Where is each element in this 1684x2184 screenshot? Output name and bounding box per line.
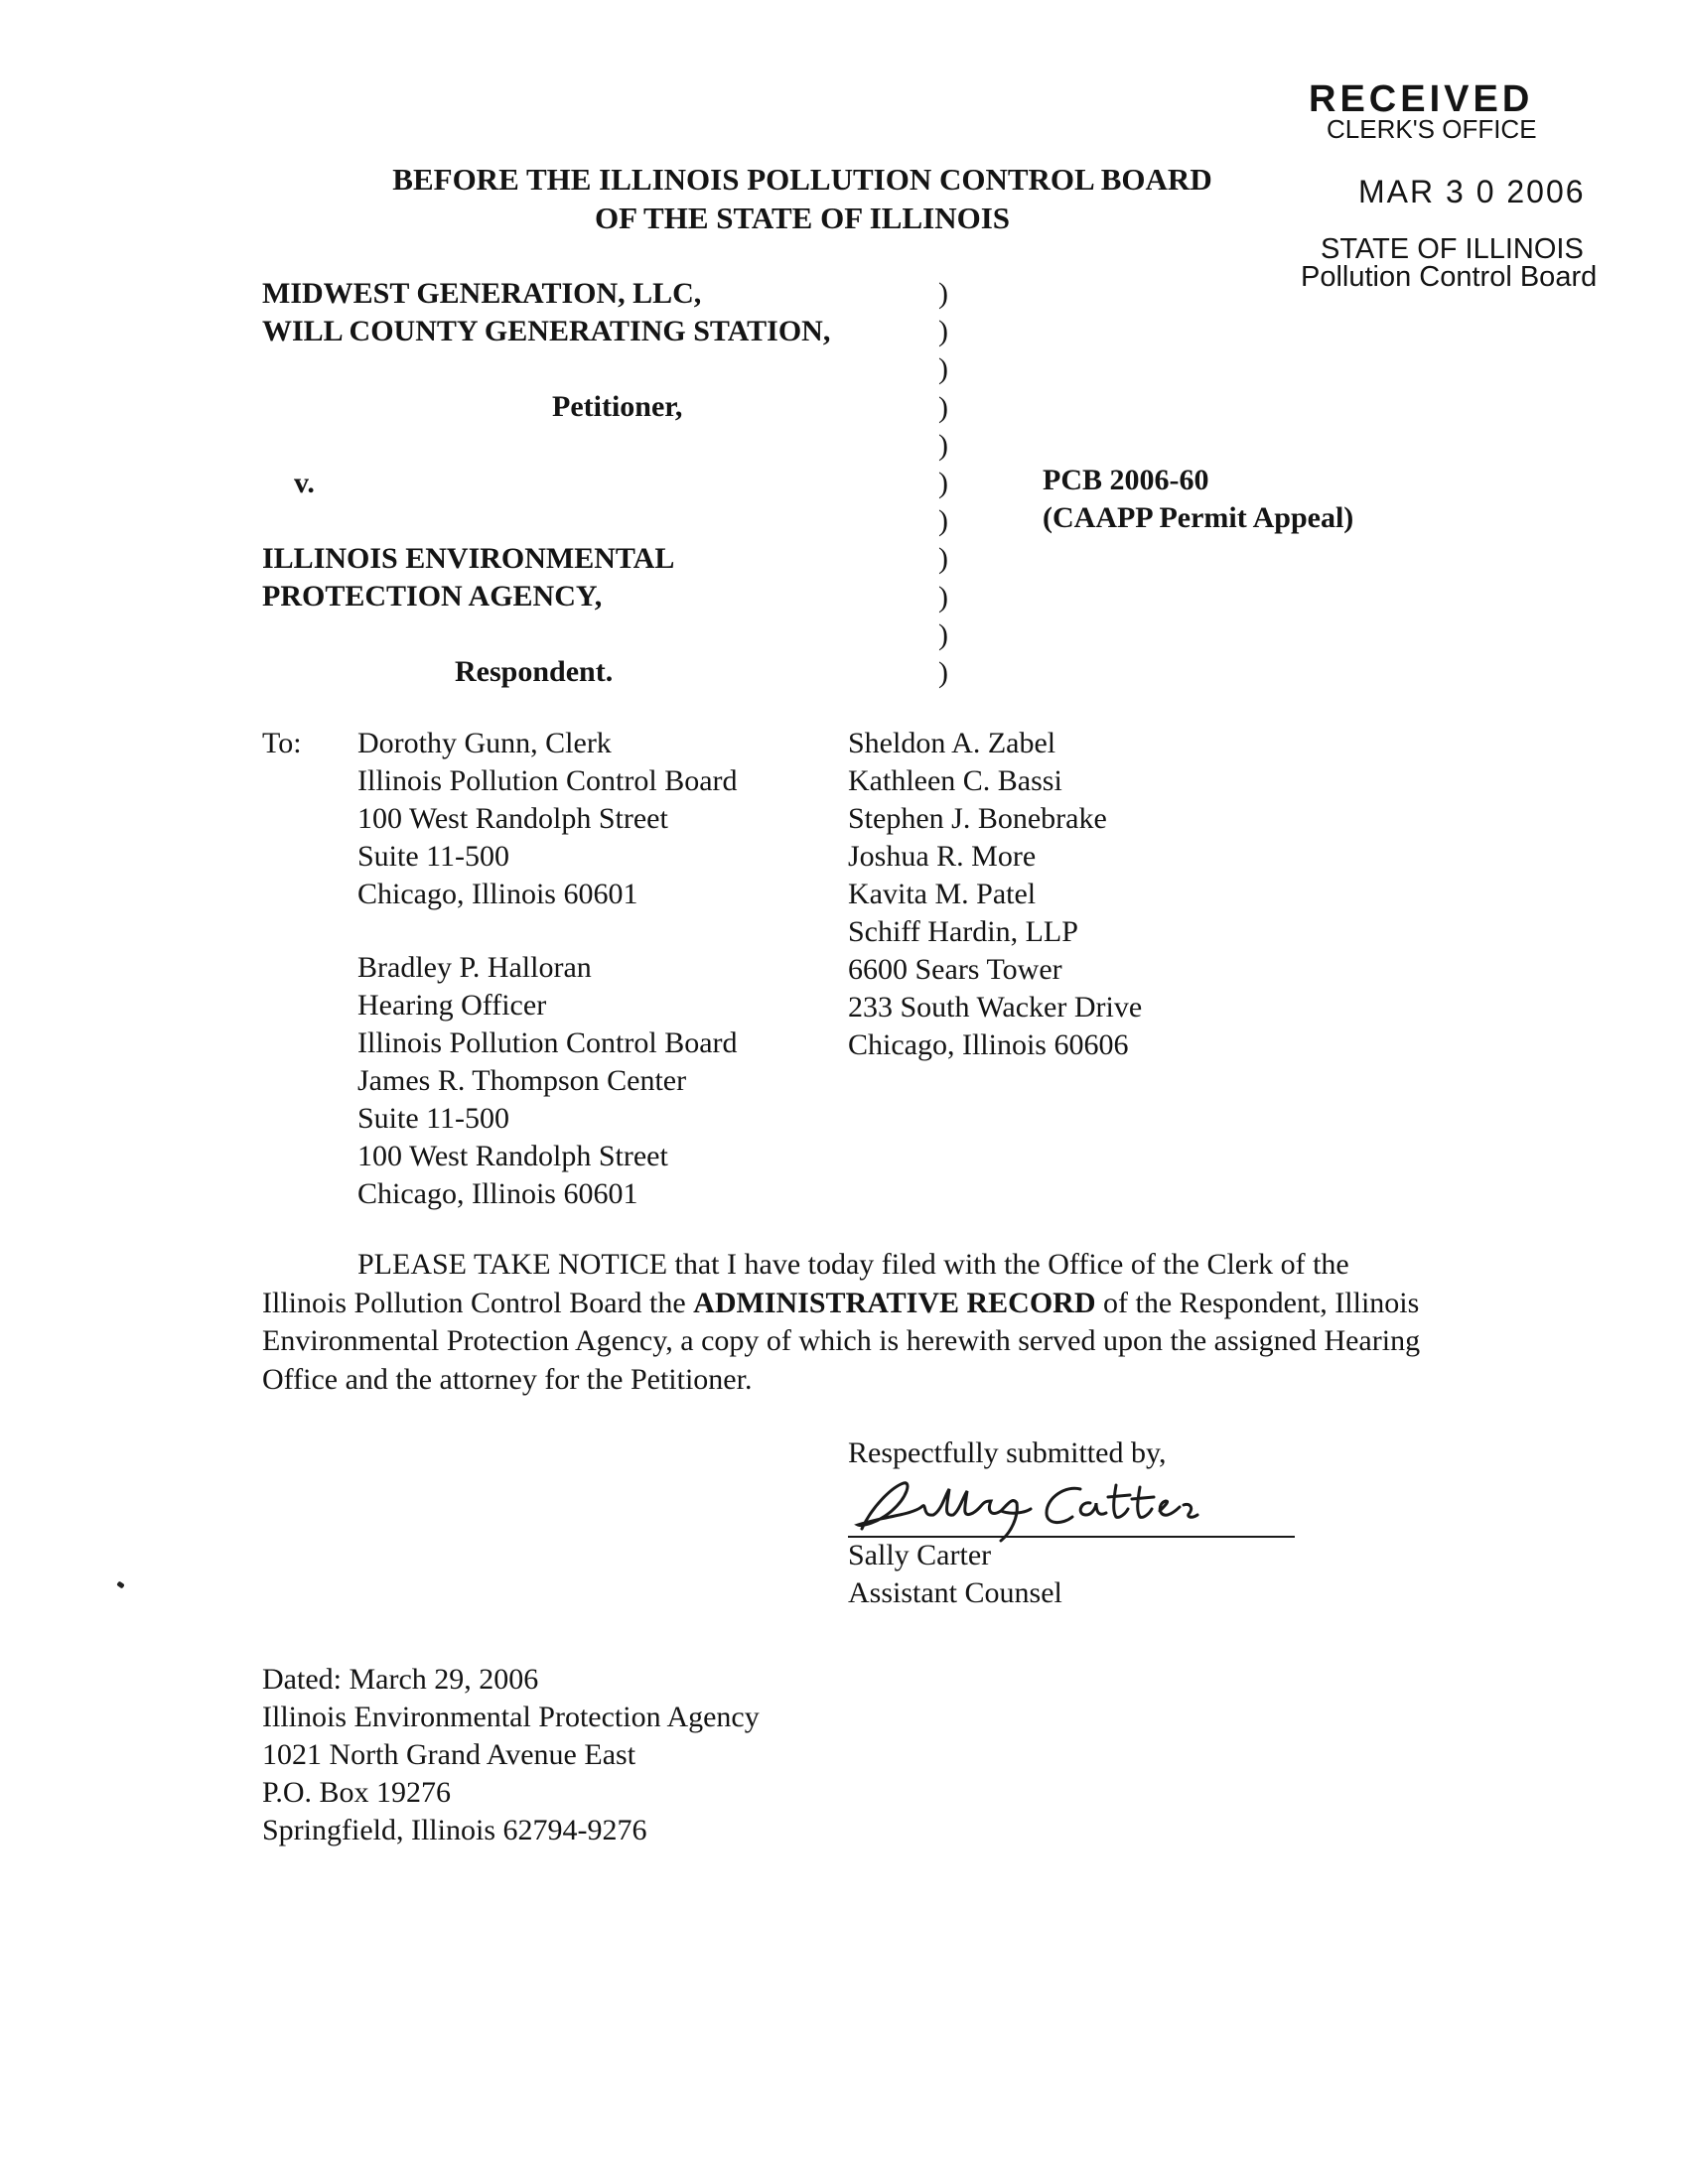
respondent-name-2: PROTECTION AGENCY,: [262, 580, 603, 613]
address-line: Chicago, Illinois 60601: [357, 1177, 638, 1210]
petitioner-name-2: WILL COUNTY GENERATING STATION,: [262, 315, 831, 347]
address-line: Bradley P. Halloran: [357, 951, 592, 984]
petitioner-role: Petitioner,: [552, 390, 683, 423]
address-line: 6600 Sears Tower: [848, 953, 1062, 986]
recipient-counsel: [848, 725, 1142, 1064]
recipient-hearing-officer: [357, 949, 738, 1213]
address-line: Stephen J. Bonebrake: [848, 802, 1107, 835]
header-line-1: BEFORE THE ILLINOIS POLLUTION CONTROL BOARD: [392, 162, 1212, 197]
recipient-clerk: [357, 725, 738, 913]
address-line: Sheldon A. Zabel: [848, 727, 1056, 759]
signatory-name: Sally Carter: [848, 1539, 992, 1571]
address-line: Suite 11-500: [357, 840, 510, 873]
paren: ): [938, 504, 948, 538]
address-line: Hearing Officer: [357, 989, 547, 1022]
petitioner-name-1: MIDWEST GENERATION, LLC,: [262, 277, 702, 310]
paren: ): [938, 580, 948, 614]
dated-block: [262, 1661, 760, 1849]
dated-line: Dated: March 29, 2006: [262, 1663, 539, 1696]
notice-paragraph: [262, 1246, 1434, 1399]
notice-emphasis: ADMINISTRATIVE RECORD: [693, 1286, 1096, 1319]
signatory: [848, 1537, 1062, 1612]
paren: ): [938, 467, 948, 500]
stamp-received: RECEIVED: [1309, 78, 1534, 120]
stray-mark: [116, 1580, 125, 1588]
stamp-office: CLERK'S OFFICE: [1327, 114, 1537, 144]
address-line: Illinois Pollution Control Board: [357, 1026, 738, 1059]
address-line: 100 West Randolph Street: [357, 1140, 668, 1172]
signatory-title: Assistant Counsel: [848, 1576, 1062, 1609]
notice-text-1: PLEASE TAKE NOTICE that I have today filed with the Office of the Clerk of the Illinois Pollution Control Board the: [262, 1248, 1349, 1319]
respondent-name-1: ILLINOIS ENVIRONMENTAL: [262, 542, 675, 575]
versus: v.: [294, 467, 315, 499]
stamp-state: STATE OF ILLINOIS: [1321, 233, 1584, 265]
paren: ): [938, 390, 948, 424]
paren: ): [938, 542, 948, 576]
case-type: (CAAPP Permit Appeal): [1043, 501, 1354, 534]
paren: ): [938, 277, 948, 310]
header-line-2: OF THE STATE OF ILLINOIS: [594, 201, 1011, 235]
stamp-date: MAR 3 0 2006: [1358, 174, 1586, 209]
respondent-role: Respondent.: [455, 655, 614, 688]
dated-line: 1021 North Grand Avenue East: [262, 1738, 636, 1771]
stamp-board: Pollution Control Board: [1301, 261, 1598, 293]
closing: Respectfully submitted by,: [848, 1436, 1167, 1469]
paren: ): [938, 617, 948, 651]
dated-line: Springfield, Illinois 62794-9276: [262, 1814, 647, 1846]
dated-line: P.O. Box 19276: [262, 1776, 452, 1809]
to-label: To:: [262, 727, 302, 759]
signature-scribble: [842, 1467, 1299, 1547]
address-line: Kathleen C. Bassi: [848, 764, 1062, 797]
address-line: Dorothy Gunn, Clerk: [357, 727, 612, 759]
address-line: 100 West Randolph Street: [357, 802, 668, 835]
address-line: Joshua R. More: [848, 840, 1037, 873]
address-line: Chicago, Illinois 60606: [848, 1028, 1129, 1061]
address-line: Illinois Pollution Control Board: [357, 764, 738, 797]
handwritten-signature: [842, 1467, 1299, 1547]
dated-line: Illinois Environmental Protection Agency: [262, 1701, 760, 1733]
notice-text-2: of the Respondent, Illinois Environmental Protection Agency, a copy of which is herewith served upon the assigned Hearing Office and the attorney for the Petitioner.: [262, 1286, 1421, 1396]
paren: ): [938, 315, 948, 348]
address-line: Suite 11-500: [357, 1102, 510, 1135]
caption-parentheses: [938, 275, 948, 692]
paren: ): [938, 428, 948, 462]
case-number: PCB 2006-60: [1043, 464, 1209, 496]
paren: ): [938, 352, 948, 386]
address-line: 233 South Wacker Drive: [848, 991, 1143, 1024]
address-line: Schiff Hardin, LLP: [848, 915, 1078, 948]
address-line: Kavita M. Patel: [848, 878, 1037, 910]
address-line: James R. Thompson Center: [357, 1064, 687, 1097]
paren: ): [938, 656, 948, 690]
address-line: Chicago, Illinois 60601: [357, 878, 638, 910]
